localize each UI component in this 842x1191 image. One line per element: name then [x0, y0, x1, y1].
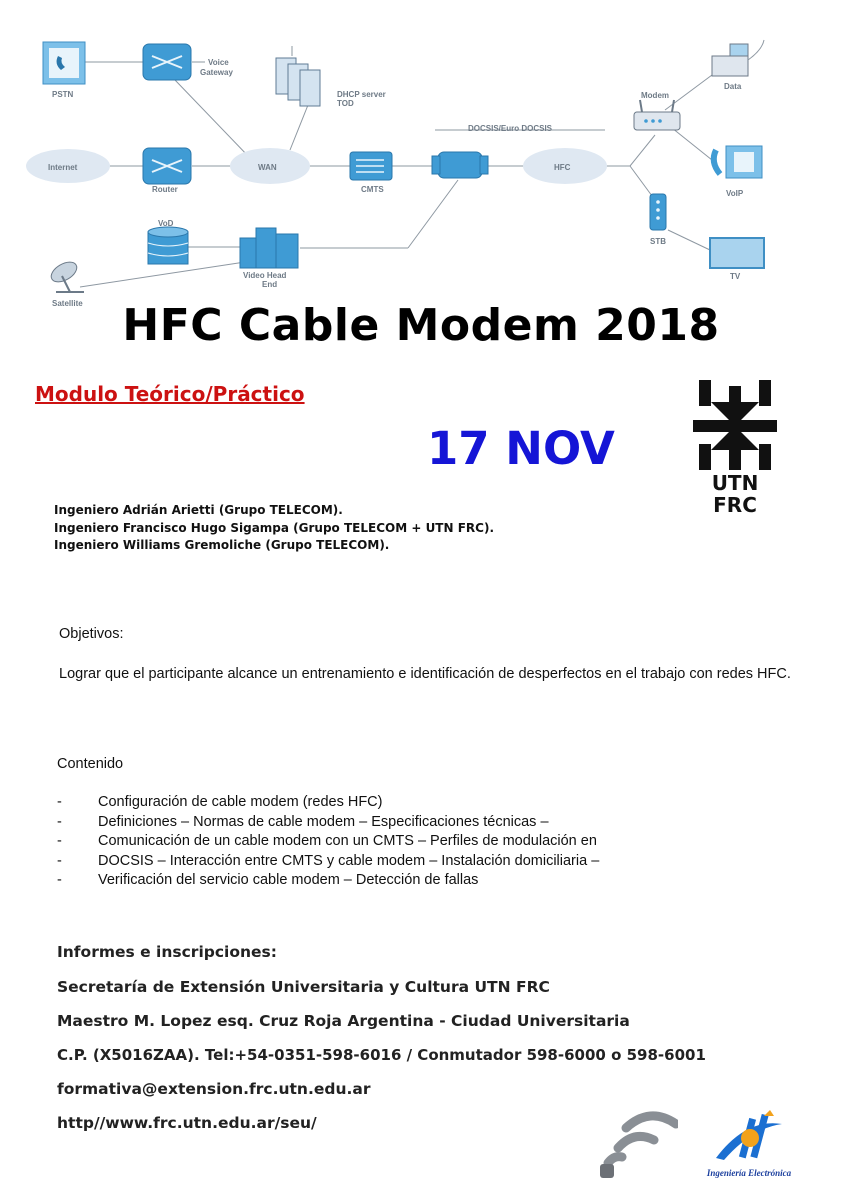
list-dash: -	[57, 852, 62, 869]
tv-icon	[710, 238, 764, 268]
info-office: Secretaría de Extensión Universitaria y Cultura UTN FRC	[57, 978, 550, 996]
info-address: Maestro M. Lopez esq. Cruz Roja Argentina - Ciudad Universitaria	[57, 1012, 630, 1030]
ingenieria-electronica-logo	[704, 1108, 794, 1180]
diagram-label-wan: WAN	[258, 163, 277, 172]
diagram-label-satellite: Satellite	[52, 299, 83, 308]
modem-icon	[634, 100, 680, 130]
diagram-label-video-head-end: Video Head	[243, 271, 287, 280]
data-laptop-icon	[712, 40, 764, 76]
diagram-label-dhcp: DHCP server	[337, 90, 386, 99]
cmts-icon	[350, 152, 392, 180]
diagram-label-voice-gateway: Gateway	[200, 68, 233, 77]
list-dash: -	[57, 813, 62, 830]
diagram-label-hfc: HFC	[554, 163, 571, 172]
diagram-label-data: Data	[724, 82, 742, 91]
pstn-phone-icon	[43, 42, 85, 84]
list-item	[57, 852, 599, 872]
list-item	[57, 871, 599, 891]
list-item	[57, 832, 599, 852]
list-dash: -	[57, 794, 62, 810]
video-head-end-icon	[240, 228, 298, 268]
list-dash: -	[57, 833, 62, 849]
module-subtitle: Modulo Teórico/Práctico	[35, 382, 305, 406]
list-dash: -	[57, 872, 62, 888]
list-item	[57, 793, 599, 813]
list-item	[57, 813, 599, 833]
diagram-label-internet: Internet	[48, 163, 78, 172]
info-heading: Informes e inscripciones:	[57, 943, 277, 961]
engineer-line: Ingeniero Adrián Arietti (Grupo TELECOM).	[54, 503, 343, 517]
diagram-label-pstn: PSTN	[52, 90, 74, 99]
page-title: HFC Cable Modem 2018	[122, 300, 720, 351]
diagram-label-voice-gateway: Voice	[208, 58, 229, 67]
content-list	[57, 793, 599, 891]
signal-waves-icon	[598, 1108, 678, 1183]
engineer-line: Ingeniero Francisco Hugo Sigampa (Grupo TELECOM + UTN FRC).	[54, 521, 495, 535]
diagram-label-router: Router	[152, 185, 178, 194]
diagram-label-cmts: CMTS	[361, 185, 384, 194]
engineer-line: Ingeniero Williams Gremoliche (Grupo TELECOM).	[54, 538, 390, 552]
fiber-node-icon	[432, 152, 488, 178]
objectives-text: Lograr que el participante alcance un entrenamiento e identificación de desperfectos en el trabajo con redes HFC.	[59, 666, 791, 682]
diagram-label-vod: VoD	[158, 219, 174, 228]
diagram-label-stb: STB	[650, 237, 666, 246]
diagram-label-modem: Modem	[641, 91, 669, 100]
diagram-label-docsis: DOCSIS/Euro DOCSIS	[468, 124, 553, 133]
list-item-text: Definiciones – Normas de cable modem – Especificaciones técnicas –	[98, 813, 549, 830]
info-phones: C.P. (X5016ZAA). Tel:+54-0351-598-6016 / Conmutador 598-6000 o 598-6001	[57, 1046, 706, 1064]
diagram-label-tod: TOD	[337, 99, 354, 108]
dhcp-server-icon	[276, 46, 320, 106]
diagram-label-video-head-end: End	[262, 280, 278, 289]
list-item-text: Verificación del servicio cable modem – Detección de fallas	[98, 872, 479, 888]
stb-icon	[650, 194, 666, 230]
info-email[interactable]: formativa@extension.frc.utn.edu.ar	[57, 1080, 371, 1098]
objectives-heading: Objetivos:	[59, 626, 124, 642]
vod-database-icon	[148, 227, 188, 264]
voip-phone-icon	[714, 146, 762, 178]
content-heading: Contenido	[57, 756, 124, 772]
voice-gateway-icon	[143, 44, 191, 80]
diagram-label-voip: VoIP	[726, 189, 744, 198]
list-item-text: Configuración de cable modem (redes HFC)	[98, 794, 383, 810]
logo-frc-text: FRC	[713, 493, 757, 515]
router-icon	[143, 148, 191, 184]
list-item-text: Comunicación de un cable modem con un CMTS – Perfiles de modulación en	[98, 833, 597, 849]
diagram-label-tv: TV	[730, 272, 741, 281]
info-url[interactable]: http//www.frc.utn.edu.ar/seu/	[57, 1114, 317, 1132]
utn-frc-logo	[693, 380, 777, 515]
course-date: 17 NOV	[427, 422, 615, 475]
satellite-dish-icon	[48, 258, 84, 292]
logo-utn-text: UTN	[711, 471, 759, 495]
footer-logo-text: Ingeniería Electrónica	[706, 1168, 792, 1178]
network-diagram	[0, 0, 842, 310]
list-item-text: DOCSIS – Interacción entre CMTS y cable modem – Instalación domiciliaria –	[98, 852, 600, 869]
